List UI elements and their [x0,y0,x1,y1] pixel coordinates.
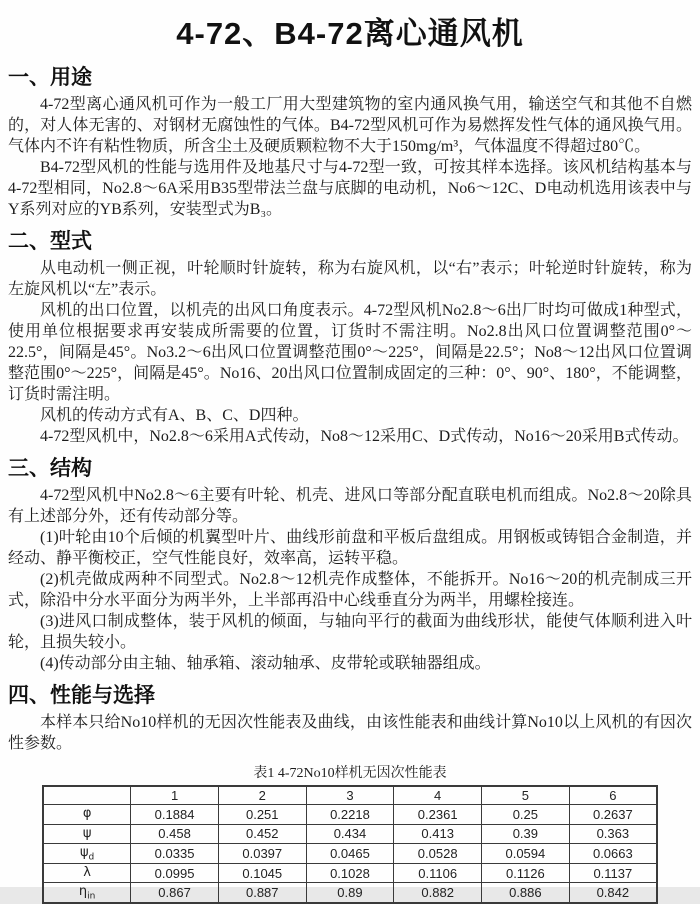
table-cell: 0.458 [131,824,219,844]
table-cell: 0.887 [218,883,306,903]
section-heading-structure: 三、结构 [8,457,92,480]
paragraph: 4-72型风机中，No2.8～6采用A式传动，No8～12采用C、D式传动，No16～20采用B式传动。 [40,428,689,445]
paragraph: (3)进风口制成整体，装于风机的倾面，与轴向平行的截面为曲线形状，能使气体顺利进入叶轮，且损失较小。 [8,613,692,651]
table-row [43,883,657,903]
dimensionless-performance-table [42,785,658,904]
table-cell: 0.39 [482,824,570,844]
paragraph: (4)传动部分由主轴、轴承箱、滚动轴承、皮带轮或联轴器组成。 [40,655,491,672]
table-header-cell [43,786,131,805]
paragraph: (2)机壳做成两种不同型式。No2.8～12机壳作成整体，不能拆开。No16～20的机壳制成三开式，除沿中分水平面分为两半外，上半部再沿中心线垂直分为两半，用螺栓接连。 [8,571,692,609]
table-cell: 0.867 [131,883,219,903]
table-cell: 0.452 [218,824,306,844]
table-cell: 0.0465 [306,844,394,864]
paragraph: (1)叶轮由10个后倾的机翼型叶片、曲线形前盘和平板后盘组成。用钢板或铸铝合金制造，并经动、静平衡校正，空气性能良好，效率高，运转平稳。 [8,529,692,567]
table-header-cell: 3 [306,786,394,805]
table-header-cell: 2 [218,786,306,805]
table-header-cell: 6 [569,786,657,805]
table-cell: 0.2361 [394,805,482,825]
table-cell: 0.2218 [306,805,394,825]
table-cell: 0.0397 [218,844,306,864]
table-header-cell: 4 [394,786,482,805]
table-cell: 0.0594 [482,844,570,864]
paragraph: B4-72型风机的性能与选用件及地基尺寸与4-72型一致，可按其样本选择。该风机结构基本与4-72型相同，No2.8～6A采用B35型带法兰盘与底脚的电动机，No6～12C、D电动机选用该表中与Y系列对应的YB系列，安装型式为B₃。 [8,159,692,218]
table-caption: 表1 4-72No10样机无因次性能表 [253,766,447,781]
row-label-psi: ψ [43,824,131,844]
table-row [43,805,657,825]
paragraph: 从电动机一侧正视，叶轮顺时针旋转，称为右旋风机，以“右”表示；叶轮逆时针旋转，称为左旋风机以“左”表示。 [8,260,692,298]
table-cell: 0.1126 [482,863,570,883]
table-header-row [43,786,657,805]
row-label-phi: φ [43,805,131,825]
table-cell: 0.1045 [218,863,306,883]
table-header-cell: 5 [482,786,570,805]
paragraph: 风机的出口位置，以机壳的出风口角度表示。4-72型风机No2.8～6出厂时均可做成1种型式，使用单位根据要求再安装成所需要的位置，订货时不需注明。No2.8出风口位置调整范围0°～22.5°，间隔是45°。No3.2～6出风口位置调整范围0°～225°，间隔是22.5°；No8～12出风口位置调整范围0°～225°，间隔是45°。No16、20出风口位置制成固定的三种：0°、90°、180°，不能调整，订货时需注明。 [8,302,692,403]
table-cell: 0.1106 [394,863,482,883]
table-cell: 0.0528 [394,844,482,864]
row-label-psi-d: $\psi_d$ [43,844,131,864]
paragraph: 风机的传动方式有A、B、C、D四种。 [40,407,309,424]
table-cell: 0.2637 [569,805,657,825]
section-heading-usage: 一、用途 [8,66,92,89]
paragraph: 4-72型风机中No2.8～6主要有叶轮、机壳、进风口等部分配直联电机而组成。No2.8～20除具有上述部分外，还有传动部分等。 [8,487,692,525]
table-cell: 0.413 [394,824,482,844]
table-row [43,863,657,883]
table-cell: 0.882 [394,883,482,903]
table-header-cell: 1 [131,786,219,805]
table-cell: 0.0995 [131,863,219,883]
table-cell: 0.0663 [569,844,657,864]
section-heading-performance: 四、性能与选择 [8,684,155,707]
table-cell: 0.1137 [569,863,657,883]
table-cell: 0.0335 [131,844,219,864]
table-cell: 0.1884 [131,805,219,825]
table-cell: 0.842 [569,883,657,903]
paragraph: 本样本只给No10样机的无因次性能表及曲线，由该性能表和曲线计算No10以上风机的有因次性参数。 [8,714,692,752]
table-cell: 0.251 [218,805,306,825]
table-row [43,844,657,864]
paragraph: 4-72型离心通风机可作为一般工厂用大型建筑物的室内通风换气用，输送空气和其他不自燃的，对人体无害的、对钢材无腐蚀性的气体。B4-72型风机可作为易燃挥发性气体的通风换气用。气体内不许有粘性物质，所含尘土及硬质颗粒物不大于150mg/m³，气体温度不得超过80℃。 [8,96,692,155]
row-label-eta-in: $\eta_{in}$ [43,883,131,903]
row-label-lambda: λ [43,863,131,883]
table-cell: 0.25 [482,805,570,825]
table-cell: 0.363 [569,824,657,844]
table-cell: 0.886 [482,883,570,903]
table-row [43,824,657,844]
page-title: 4-72、B4-72离心通风机 [176,16,524,51]
table-cell: 0.1028 [306,863,394,883]
table-cell: 0.89 [306,883,394,903]
section-heading-type: 二、型式 [8,230,92,253]
table-cell: 0.434 [306,824,394,844]
